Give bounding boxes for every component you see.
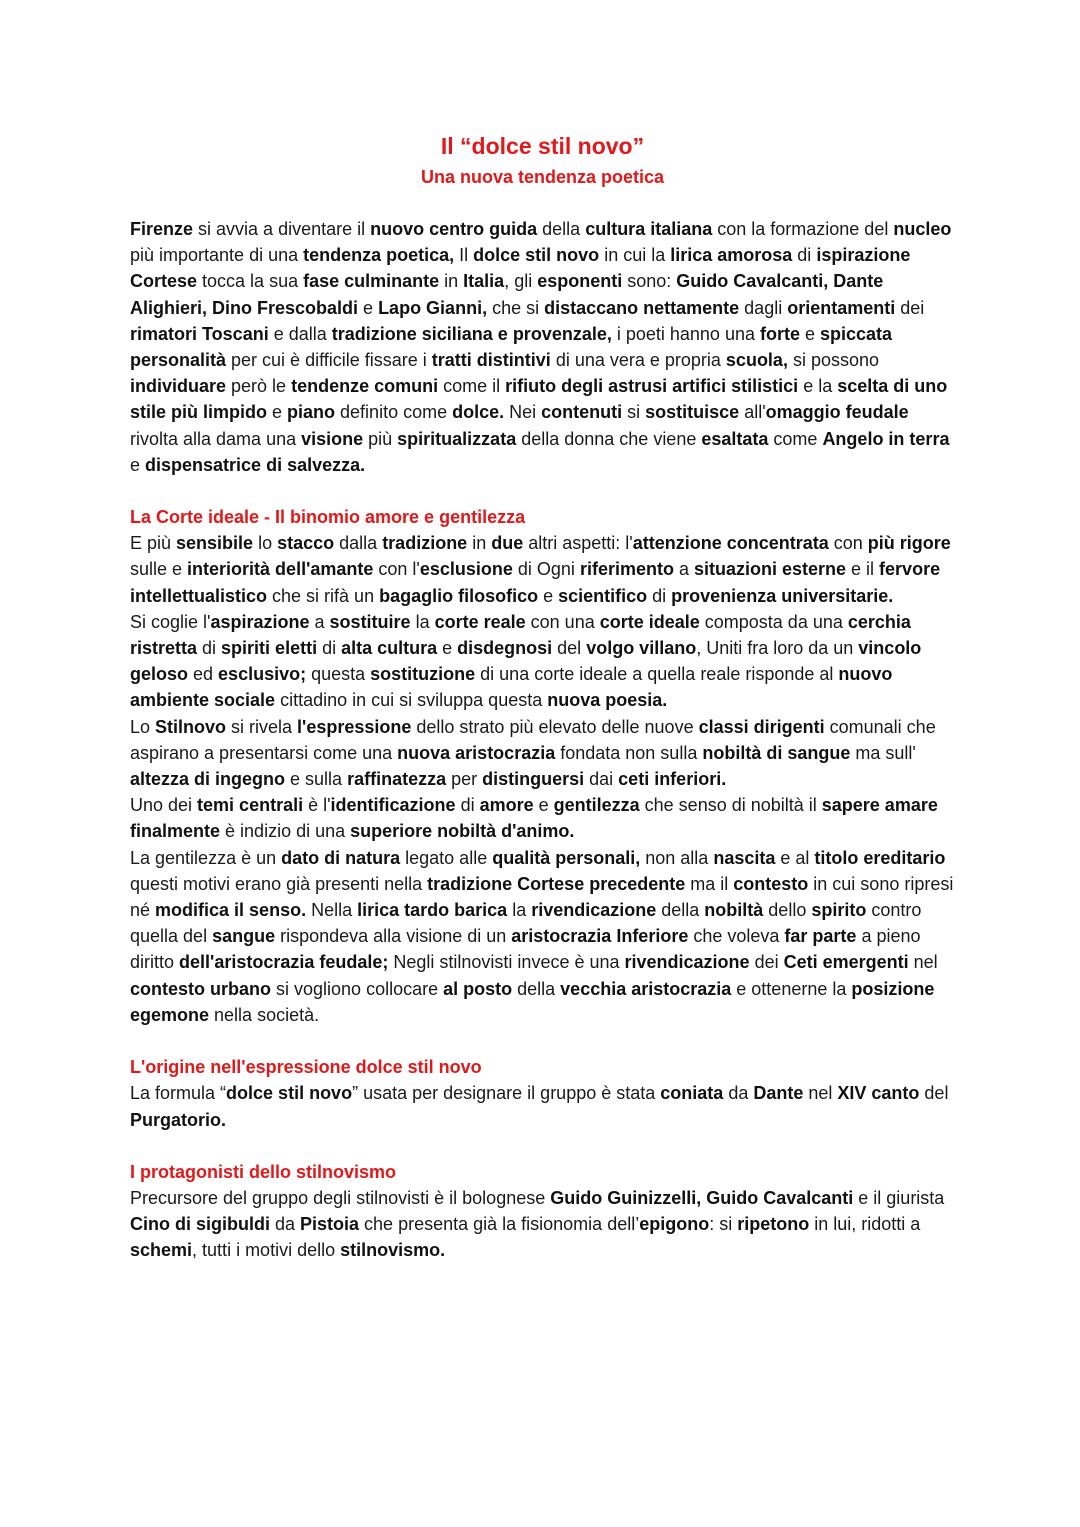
bold-text: vecchia aristocrazia: [560, 978, 732, 999]
bold-text: classi dirigenti: [698, 716, 825, 737]
bold-text: far parte: [784, 926, 857, 947]
bold-text: fase culminante: [303, 271, 440, 292]
bold-text: alta cultura: [341, 638, 438, 659]
bold-text: spirito: [811, 900, 867, 921]
section-3: [130, 1159, 955, 1264]
bold-text: Dante: [753, 1083, 804, 1104]
section-gap: [130, 1133, 955, 1159]
bold-text: scuola,: [725, 350, 788, 371]
bold-text: cultura italiana: [585, 219, 713, 239]
bold-text: Lapo Gianni,: [378, 297, 488, 318]
bold-text: altezza di ingegno: [130, 769, 286, 790]
bold-text: tradizione siciliana e provenzale,: [331, 323, 612, 344]
bold-text: provenienza universitarie.: [671, 585, 894, 606]
bold-text: qualità personali,: [492, 847, 641, 868]
bold-text: Firenze: [130, 219, 194, 239]
bold-text: ripetono: [737, 1214, 810, 1235]
bold-text: sensibile: [176, 533, 254, 554]
bold-text: spiritualizzata: [397, 428, 517, 449]
bold-text: situazioni esterne: [693, 559, 847, 580]
bold-text: aspirazione: [210, 611, 310, 632]
bold-text: Italia: [463, 271, 505, 292]
bold-text: sostituzione: [370, 664, 476, 685]
bold-text: distaccano nettamente: [544, 297, 740, 318]
bold-text: titolo ereditario: [814, 847, 946, 868]
bold-text: vincolo geloso: [130, 638, 922, 685]
document-subtitle: Una nuova tendenza poetica: [420, 167, 665, 187]
bold-text: temi centrali: [197, 795, 304, 816]
bold-text: Guido Guinizzelli, Guido Cavalcanti: [550, 1187, 854, 1208]
bold-text: Angelo in terra: [822, 428, 950, 449]
bold-text: tratti distintivi: [431, 350, 551, 371]
section-heading: I protagonisti dello stilnovismo: [130, 1161, 397, 1182]
bold-text: distinguersi: [482, 769, 585, 790]
bold-text: corte ideale: [599, 611, 700, 632]
bold-text: coniata: [660, 1083, 724, 1104]
bold-text: raffinatezza: [347, 769, 447, 790]
bold-text: nobiltà di sangue: [702, 742, 851, 763]
bold-text: spiriti eletti: [221, 638, 318, 659]
bold-text: nuova aristocrazia: [397, 742, 556, 763]
bold-text: aristocrazia Inferiore: [511, 926, 689, 947]
section-2: [130, 1054, 955, 1133]
bold-text: l'espressione: [297, 716, 412, 737]
paragraph: Firenze si avvia a diventare il nuovo centro guida della cultura italiana con la formazione del nucleo più importante di una tendenza poetica, Il dolce stil novo in cui la lirica amorosa di ispirazione Cortese tocca la sua fase culminante in Italia, gli esponenti sono: Guido Cavalcanti, Dante Alighieri, Dino Frescobaldi e Lapo Gianni, che si distaccano nettamente dagli orientamenti dei rimatori Toscani e dalla tradizione siciliana e provenzale, i poeti hanno una forte e spiccata personalità per cui è difficile fissare i tratti distintivi di una vera e propria scuola, si possono individuare però le tendenze comuni come il rifiuto degli astrusi artifici stilistici e la scelta di uno stile più limpido e piano definito come dolce. Nei contenuti si sostituisce all'omaggio feudale rivolta alla dama una visione più spiritualizzata della donna che viene esaltata come Angelo in terra e dispensatrice di salvezza.: [130, 219, 952, 475]
bold-text: sangue: [212, 926, 276, 947]
bold-text: piano: [287, 402, 336, 423]
bold-text: tendenza poetica,: [303, 245, 455, 266]
document-body: [130, 216, 955, 1264]
bold-text: rimatori Toscani: [130, 323, 269, 344]
bold-text: esponenti: [537, 271, 623, 292]
bold-text: gentilezza: [553, 795, 640, 816]
paragraph: Lo Stilnovo si rivela l'espressione dello strato più elevato delle nuove classi dirigenti comunali che aspirano a presentarsi come una nuova aristocrazia fondata non sulla nobiltà di sangue ma sull' altezza di ingegno e sulla raffinatezza per distinguersi dai ceti inferiori.: [130, 716, 936, 790]
bold-text: tradizione Cortese precedente: [427, 873, 686, 894]
document-title: Il “dolce stil novo”: [440, 133, 645, 159]
bold-text: Guido Cavalcanti, Dante Alighieri, Dino Frescobaldi: [130, 271, 884, 318]
bold-text: più rigore: [867, 533, 951, 554]
spacer: [130, 190, 955, 216]
bold-text: Cino di sigibuldi: [130, 1214, 270, 1235]
bold-text: sostituire: [329, 611, 411, 632]
paragraph: Precursore del gruppo degli stilnovisti è il bolognese Guido Guinizzelli, Guido Cavalcanti e il giurista Cino di sigibuldi da Pistoia che presenta già la fisionomia dell’epigono: si ripetono in lui, ridotti a schemi, tutti i motivi dello stilnovismo.: [130, 1187, 945, 1261]
bold-text: contesto: [733, 873, 809, 894]
bold-text: riferimento: [579, 559, 674, 580]
bold-text: schemi: [130, 1240, 193, 1261]
bold-text: lirica tardo barica: [357, 900, 508, 921]
bold-text: XIV canto: [837, 1083, 920, 1104]
paragraph: La formula “dolce stil novo” usata per designare il gruppo è stata coniata da Dante nel XIV canto del Purgatorio.: [130, 1083, 949, 1130]
bold-text: nucleo: [893, 219, 952, 239]
bold-text: sostituisce: [645, 402, 740, 423]
paragraph: E più sensibile lo stacco dalla tradizione in due altri aspetti: l'attenzione concentrata con più rigore sulle e interiorità dell'amante con l'esclusione di Ogni riferimento a situazioni esterne e il fervore intellettualistico che si rifà un bagaglio filosofico e scientifico di provenienza universitarie.: [130, 533, 951, 606]
section-1: [130, 504, 955, 1028]
bold-text: modifica il senso.: [155, 900, 307, 921]
bold-text: omaggio feudale: [765, 402, 909, 423]
bold-text: ceti inferiori.: [618, 769, 727, 790]
bold-text: dispensatrice di salvezza.: [145, 454, 366, 475]
bold-text: stacco: [277, 533, 335, 554]
document-page: [130, 130, 955, 1264]
section-gap: [130, 1028, 955, 1054]
bold-text: amore: [479, 795, 534, 816]
bold-text: orientamenti: [787, 297, 896, 318]
bold-text: epigono: [639, 1214, 710, 1235]
bold-text: attenzione concentrata: [632, 533, 829, 554]
bold-text: dolce stil novo: [226, 1083, 353, 1104]
bold-text: forte: [759, 323, 800, 344]
bold-text: esaltata: [701, 428, 769, 449]
bold-text: nuova poesia.: [547, 690, 668, 711]
bold-text: lirica amorosa: [670, 245, 793, 266]
bold-text: volgo villano: [586, 638, 697, 659]
bold-text: bagaglio filosofico: [379, 585, 539, 606]
paragraph: Uno dei temi centrali è l'identificazione di amore e gentilezza che senso di nobiltà il sapere amare finalmente è indizio di una superiore nobiltà d'animo.: [130, 795, 938, 842]
section-gap: [130, 478, 955, 504]
bold-text: dell'aristocrazia feudale;: [179, 952, 389, 973]
bold-text: nuovo ambiente sociale: [130, 664, 893, 711]
bold-text: nuovo centro guida: [370, 219, 538, 239]
bold-text: esclusione: [419, 559, 513, 580]
paragraph: La gentilezza è un dato di natura legato alle qualità personali, non alla nascita e al titolo ereditario questi motivi erano già presenti nella tradizione Cortese precedente ma il contesto in cui sono ripresi né modifica il senso. Nella lirica tardo barica la rivendicazione della nobiltà dello spirito contro quella del sangue rispondeva alla visione di un aristocrazia Inferiore che voleva far parte a pieno diritto dell'aristocrazia feudale; Negli stilnovisti invece è una rivendicazione dei Ceti emergenti nel contesto urbano si vogliono collocare al posto della vecchia aristocrazia e ottenerne la posizione egemone nella società.: [130, 847, 954, 1025]
bold-text: rivendicazione: [624, 952, 750, 973]
bold-text: posizione egemone: [130, 978, 935, 1025]
paragraph: Si coglie l'aspirazione a sostituire la corte reale con una corte ideale composta da una cerchia ristretta di spiriti eletti di alta cultura e disdegnosi del volgo villano, Uniti fra loro da un vincolo geloso ed esclusivo; questa sostituzione di una corte ideale a quella reale risponde al nuovo ambiente sociale cittadino in cui si sviluppa questa nuova poesia.: [130, 611, 922, 711]
bold-text: tradizione: [382, 533, 468, 554]
bold-text: contenuti: [541, 402, 623, 423]
bold-text: spiccata personalità: [130, 323, 893, 371]
bold-text: Pistoia: [300, 1214, 360, 1235]
bold-text: Stilnovo: [155, 716, 227, 737]
bold-text: esclusivo;: [218, 664, 307, 685]
bold-text: Ceti emergenti: [783, 952, 909, 973]
section-heading: L'origine nell'espressione dolce stil novo: [130, 1057, 482, 1078]
bold-text: tendenze comuni: [291, 376, 439, 397]
bold-text: corte reale: [434, 611, 526, 632]
bold-text: stilnovismo.: [340, 1240, 446, 1261]
bold-text: visione: [301, 428, 364, 449]
bold-text: contesto urbano: [130, 978, 272, 999]
section-0: [130, 216, 955, 478]
bold-text: due: [491, 533, 524, 554]
bold-text: ispirazione Cortese: [130, 245, 911, 292]
bold-text: rifiuto degli astrusi artifici stilistici: [505, 376, 799, 397]
bold-text: individuare: [130, 376, 227, 397]
bold-text: dolce stil novo: [473, 245, 600, 266]
bold-text: al posto: [443, 978, 513, 999]
bold-text: rivendicazione: [531, 900, 657, 921]
bold-text: scelta di uno stile più limpido: [130, 376, 948, 423]
bold-text: disdegnosi: [457, 638, 553, 659]
bold-text: identificazione: [330, 795, 456, 816]
bold-text: nascita: [713, 847, 776, 868]
bold-text: fervore intellettualistico: [130, 559, 941, 606]
bold-text: scientifico: [558, 585, 648, 606]
bold-text: superiore nobiltà d'animo.: [350, 821, 575, 842]
bold-text: cerchia ristretta: [130, 611, 911, 659]
bold-text: dolce.: [452, 402, 505, 423]
bold-text: sapere amare finalmente: [130, 795, 938, 842]
bold-text: nobiltà: [704, 900, 764, 921]
section-heading: La Corte ideale - Il binomio amore e gentilezza: [130, 507, 526, 528]
bold-text: dato di natura: [281, 847, 401, 868]
bold-text: interiorità dell'amante: [187, 559, 374, 580]
bold-text: Purgatorio.: [130, 1109, 227, 1130]
